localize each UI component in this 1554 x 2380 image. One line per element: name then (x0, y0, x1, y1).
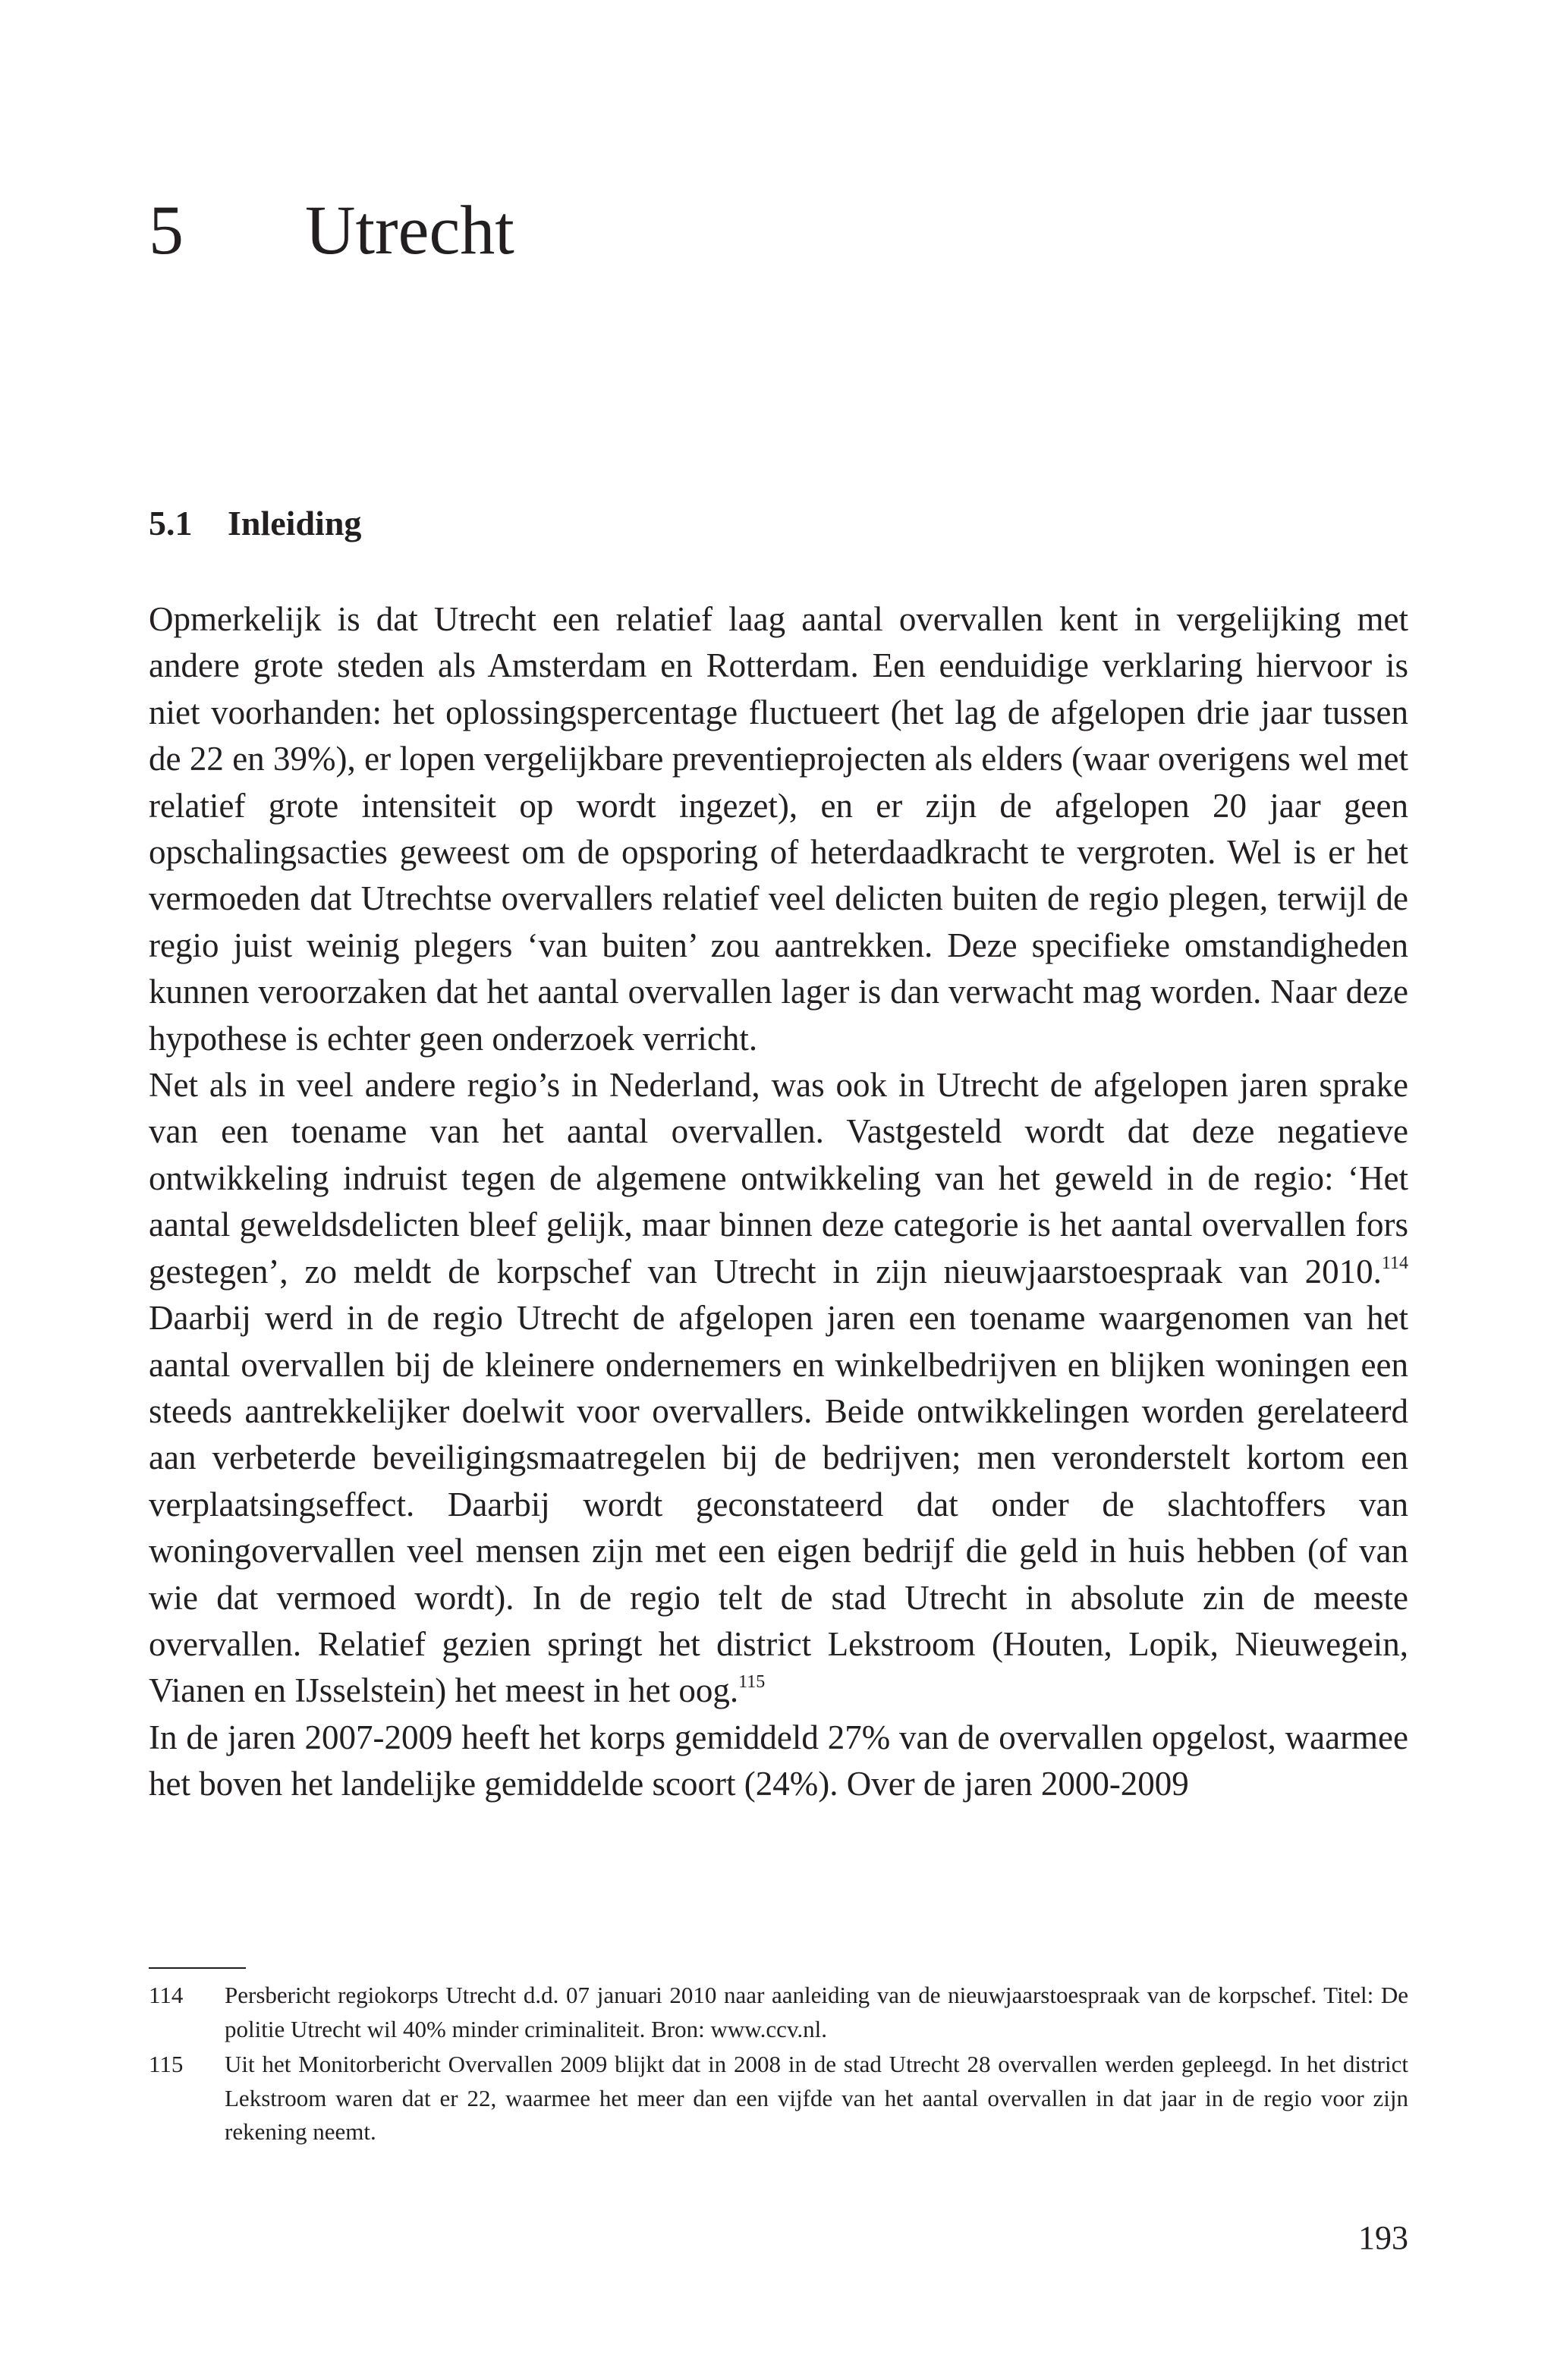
footnote-number: 114 (149, 1982, 184, 2008)
footnotes (149, 1979, 1408, 2151)
paragraph-text: Daarbij werd in de regio Utrecht de afgelopen jaren een toename waargenomen van het aantal overvallen bij de kleinere ondernemers en winkelbedrijven en blijken woningen een steeds aantrekkelijker doelwit voor overvallers. Beide ontwikkelingen worden gerelateerd aan verbeterde beveiligingsmaatregelen bij de bedrijven; men veronderstelt kortom een verplaatsingseffect. Daarbij wordt geconstateerd dat onder de slachtoffers van woningovervallen veel mensen zijn met een eigen bedrijf die geld in huis hebben (of van wie dat vermoed wordt). In de regio telt de stad Utrecht in absolute zin de meeste overvallen. Relatief gezien springt het district Lekstroom (Houten, Lopik, Nieuwegein, Vianen en IJsselstein) het meest in het oog. (149, 1299, 1408, 1710)
section-number: 5.1 (149, 504, 193, 542)
footnote-number: 115 (149, 2051, 184, 2077)
page-number: 193 (1358, 2219, 1408, 2256)
chapter-number: 5 (149, 191, 184, 269)
paragraph: In de jaren 2007-2009 heeft het korps gemiddeld 27% van de overvallen opgelost, waarmee het boven het landelijke gemiddelde scoort (24%). Over de jaren 2000-2009 (149, 1718, 1408, 1803)
footnote-reference[interactable]: 114 (1381, 1253, 1408, 1273)
paragraph (149, 1062, 1408, 1715)
footnote-reference[interactable]: 115 (738, 1672, 766, 1693)
paragraph: Opmerkelijk is dat Utrecht een relatief laag aantal overvallen kent in vergelijking met andere grote steden als Amsterdam en Rotterdam. Een eenduidige verklaring hiervoor is niet voorhanden: het oplossingspercentage fluctueert (het lag de afgelopen drie jaar tussen de 22 en 39%), er lopen vergelijkbare preventieprojecten als elders (waar overigens wel met relatief grote intensiteit op wordt ingezet), en er zijn de afgelopen 20 jaar geen opschalingsacties geweest om de opsporing of heterdaadkracht te vergroten. Wel is er het vermoeden dat Utrechtse overvallers relatief veel delicten buiten de regio plegen, terwijl de regio juist weinig plegers ‘van buiten’ zou aantrekken. Deze specifieke omstandigheden kunnen veroorzaken dat het aantal overvallen lager is dan verwacht mag worden. Naar deze hypothese is echter geen onderzoek verricht. (149, 600, 1408, 1058)
chapter-heading (149, 188, 1408, 279)
footnote-text: Uit het Monitorbericht Overvallen 2009 blijkt dat in 2008 in de stad Utrecht 28 overvallen werden gepleegd. In het district Lekstroom waren dat er 22, waarmee het meer dan een vijfde van het aantal overvallen in dat jaar in de regio voor zijn rekening neemt. (225, 2051, 1408, 2145)
footnote (149, 2048, 1408, 2149)
section-title: Inleiding (228, 504, 362, 542)
paragraph-text: Net als in veel andere regio’s in Nederland, was ook in Utrecht de afgelopen jaren sprake van een toename van het aantal overvallen. Vastgesteld wordt dat deze negatieve ontwikkeling indruist tegen de algemene ontwikkeling van het geweld in de regio: ‘Het aantal geweldsdelicten bleef gelijk, maar binnen deze categorie is het aantal overvallen fors gestegen’, zo meldt de korpschef van Utrecht in zijn nieuwjaarstoespraak van 2010. (149, 1066, 1408, 1291)
section-heading (149, 501, 1408, 546)
footnote (149, 1979, 1408, 2046)
chapter-title: Utrecht (305, 191, 514, 269)
body-text (149, 596, 1408, 1808)
footnote-text: Persbericht regiokorps Utrecht d.d. 07 januari 2010 naar aanleiding van de nieuwjaarstoespraak van de korpschef. Titel: De politie Utrecht wil 40% minder criminaliteit. Bron: www.ccv.nl. (225, 1982, 1408, 2042)
footnote-divider (149, 1967, 246, 1969)
